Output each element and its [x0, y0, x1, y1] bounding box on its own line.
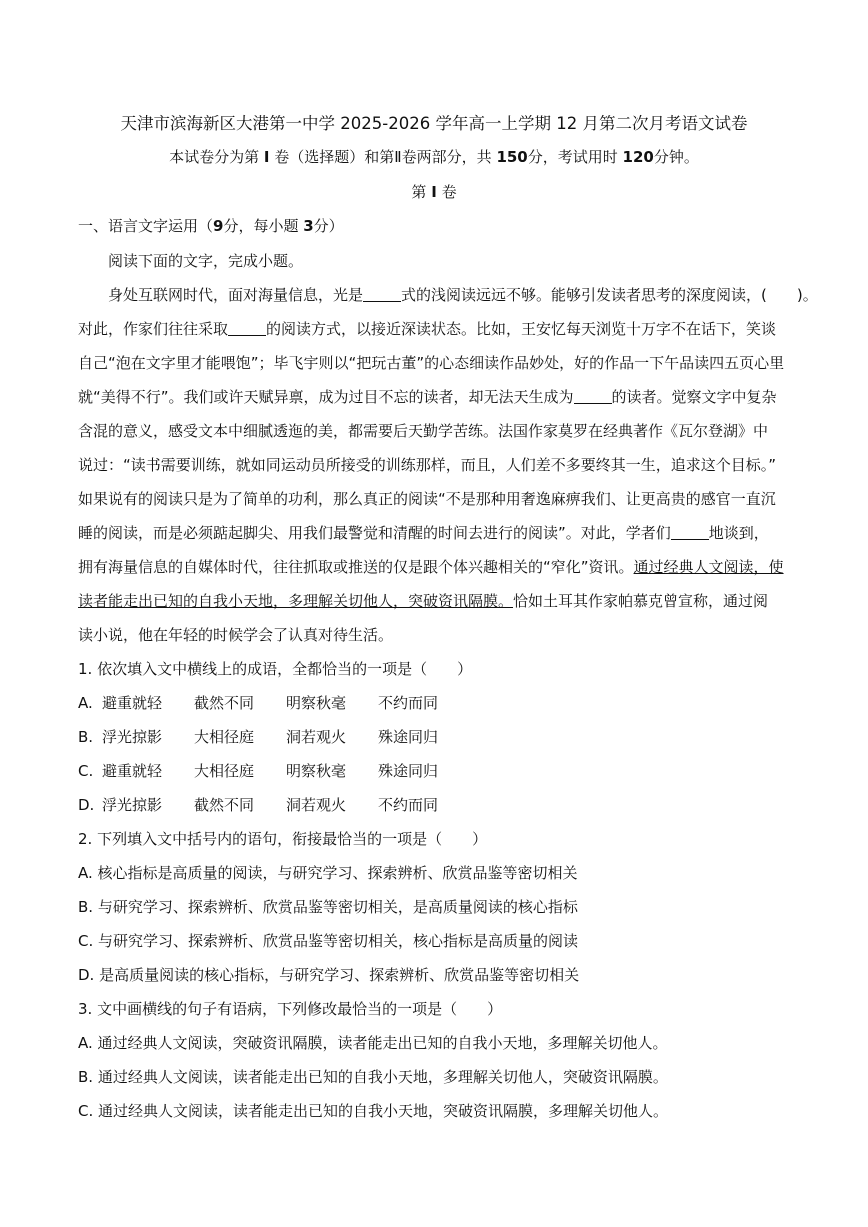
- section-text-2: 分，每小题: [223, 217, 304, 235]
- question-3-option-c[interactable]: C. 通过经典人文阅读，读者能走出已知的自我小天地，突破资讯隔膜，多理解关切他人。: [78, 1102, 669, 1120]
- passage-line-10: [78, 590, 798, 612]
- passage-text: 睡的阅读，而是必须踮起脚尖、用我们最警觉和清醒的时间去进行的阅读”。对此，学者们: [78, 524, 671, 542]
- passage-text: 身处互联网时代，面对海量信息，光是: [108, 286, 364, 304]
- section-text-1: 一、语言文字运用（: [78, 217, 214, 235]
- option-word: 殊途同归: [378, 762, 439, 780]
- passage-text: 地谈到，: [708, 524, 769, 542]
- intro-text-1: 本试卷分为第: [169, 148, 264, 166]
- option-word: 大相径庭: [194, 762, 255, 780]
- blank-4: [671, 525, 709, 540]
- question-3-option-a[interactable]: A. 通过经典人文阅读，突破资讯隔膜，读者能走出已知的自我小天地，多理解关切他人。: [78, 1034, 668, 1052]
- blank-3: [574, 389, 612, 404]
- passage-line-5: 含混的意义，感受文本中细腻透迤的美，都需要后天勤学苦练。法国作家莫罗在经典著作《瓦尔登湖》中: [78, 422, 769, 440]
- option-word: 殊途同归: [378, 728, 439, 746]
- intro-vol-1: Ⅰ: [263, 148, 270, 166]
- passage-text: 式的浅阅读远远不够。能够引发读者思考的深度阅读，( )。: [401, 286, 818, 304]
- exam-title: 天津市滨海新区大港第一中学 2025-2026 学年高一上学期 12 月第二次月考语文试卷: [120, 114, 748, 133]
- option-word: 明察秋毫: [286, 694, 347, 712]
- intro-text-4: 分钟。: [653, 148, 699, 166]
- option-word: 洞若观火: [286, 728, 347, 746]
- question-1-option-a[interactable]: [78, 692, 798, 714]
- vol-number: Ⅰ: [431, 183, 437, 201]
- question-3-option-b[interactable]: B. 通过经典人文阅读，读者能走出已知的自我小天地，多理解关切他人，突破资讯隔膜。: [78, 1068, 668, 1086]
- section-text-3: 分）: [313, 217, 344, 235]
- passage-line-6: 说过：“读书需要训练，就如同运动员所接受的训练那样，而且，人们差不多要终其一生，追求这个目标。”: [78, 456, 777, 474]
- passage-line-2: [78, 318, 798, 340]
- option-label: D.: [78, 796, 95, 814]
- question-1-option-d[interactable]: [78, 794, 798, 816]
- passage-line-11: 读小说，他在年轻的时候学会了认真对待生活。: [78, 626, 394, 644]
- intro-text-3: 分，考试用时: [527, 148, 623, 166]
- passage-line-4: [78, 386, 798, 408]
- underlined-sentence: 读者能走出已知的自我小天地，多理解关切他人，突破资讯隔膜。: [78, 592, 514, 610]
- question-1-stem: 1. 依次填入文中横线上的成语，全都恰当的一项是（ ）: [78, 660, 473, 678]
- volume-heading: [0, 181, 868, 203]
- intro-total-score: 150: [496, 148, 528, 166]
- passage-text: 就“美得不行”。我们或许天赋异禀，成为过目不忘的读者，却无法天生成为: [78, 388, 574, 406]
- passage-line-3: 自己“泡在文字里才能喂饱”；毕飞宇则以“把玩古董”的心态细读作品妙处，好的作品一下午品读四五页心里: [78, 354, 785, 372]
- option-word: 洞若观火: [286, 796, 347, 814]
- blank-1: [363, 287, 401, 302]
- reading-instruction: 阅读下面的文字，完成小题。: [108, 252, 304, 270]
- intro-time: 120: [622, 148, 654, 166]
- passage-line-8: [78, 522, 798, 544]
- underlined-sentence: 通过经典人文阅读，使: [633, 558, 784, 576]
- question-3-stem: 3. 文中画横线的句子有语病，下列修改最恰当的一项是（ ）: [78, 1000, 503, 1018]
- question-1-option-b[interactable]: [78, 726, 798, 748]
- option-label: C.: [78, 762, 94, 780]
- question-2-option-a[interactable]: A. 核心指标是高质量的阅读，与研究学习、探索辨析、欣赏品鉴等密切相关: [78, 864, 578, 882]
- intro-text-2: 卷（选择题）和第Ⅱ卷两部分，共: [269, 148, 497, 166]
- option-word: 避重就轻: [102, 762, 163, 780]
- question-2-stem: 2. 下列填入文中括号内的语句，衔接最恰当的一项是（ ）: [78, 830, 488, 848]
- vol-prefix: 第: [411, 183, 432, 201]
- option-word: 浮光掠影: [102, 796, 163, 814]
- passage-line-1: [108, 284, 828, 306]
- option-word: 截然不同: [194, 796, 255, 814]
- section-score: 9: [213, 217, 224, 235]
- option-label: B.: [78, 728, 94, 746]
- option-word: 明察秋毫: [286, 762, 347, 780]
- option-word: 大相径庭: [194, 728, 255, 746]
- option-word: 浮光掠影: [102, 728, 163, 746]
- option-word: 截然不同: [194, 694, 255, 712]
- question-2-option-d[interactable]: D. 是高质量阅读的核心指标，与研究学习、探索辨析、欣赏品鉴等密切相关: [78, 966, 580, 984]
- option-word: 避重就轻: [102, 694, 163, 712]
- passage-line-9: [78, 556, 798, 578]
- question-2-option-b[interactable]: B. 与研究学习、探索辨析、欣赏品鉴等密切相关，是高质量阅读的核心指标: [78, 898, 578, 916]
- passage-text: 的读者。觉察文字中复杂: [611, 388, 777, 406]
- exam-intro: [0, 146, 868, 168]
- blank-2: [228, 321, 266, 336]
- option-word: 不约而同: [378, 796, 439, 814]
- passage-text: 恰如土耳其作家帕慕克曾宣称，通过阅: [513, 592, 769, 610]
- passage-text: 的阅读方式，以接近深读状态。比如，王安忆每天浏览十万字不在话下，笑谈: [266, 320, 777, 338]
- section-heading: [78, 215, 798, 237]
- question-2-option-c[interactable]: C. 与研究学习、探索辨析、欣赏品鉴等密切相关，核心指标是高质量的阅读: [78, 932, 579, 950]
- passage-text: 拥有海量信息的自媒体时代，往往抓取或推送的仅是跟个体兴趣相关的“窄化”资讯。: [78, 558, 634, 576]
- question-1-option-c[interactable]: [78, 760, 798, 782]
- passage-line-7: 如果说有的阅读只是为了简单的功利，那么真正的阅读“不是那种用奢逸麻痹我们、让更高贵的感官一直沉: [78, 490, 776, 508]
- option-label: A.: [78, 694, 93, 712]
- option-word: 不约而同: [378, 694, 439, 712]
- section-each-score: 3: [303, 217, 314, 235]
- vol-suffix: 卷: [436, 183, 457, 201]
- passage-text: 对此，作家们往往采取: [78, 320, 229, 338]
